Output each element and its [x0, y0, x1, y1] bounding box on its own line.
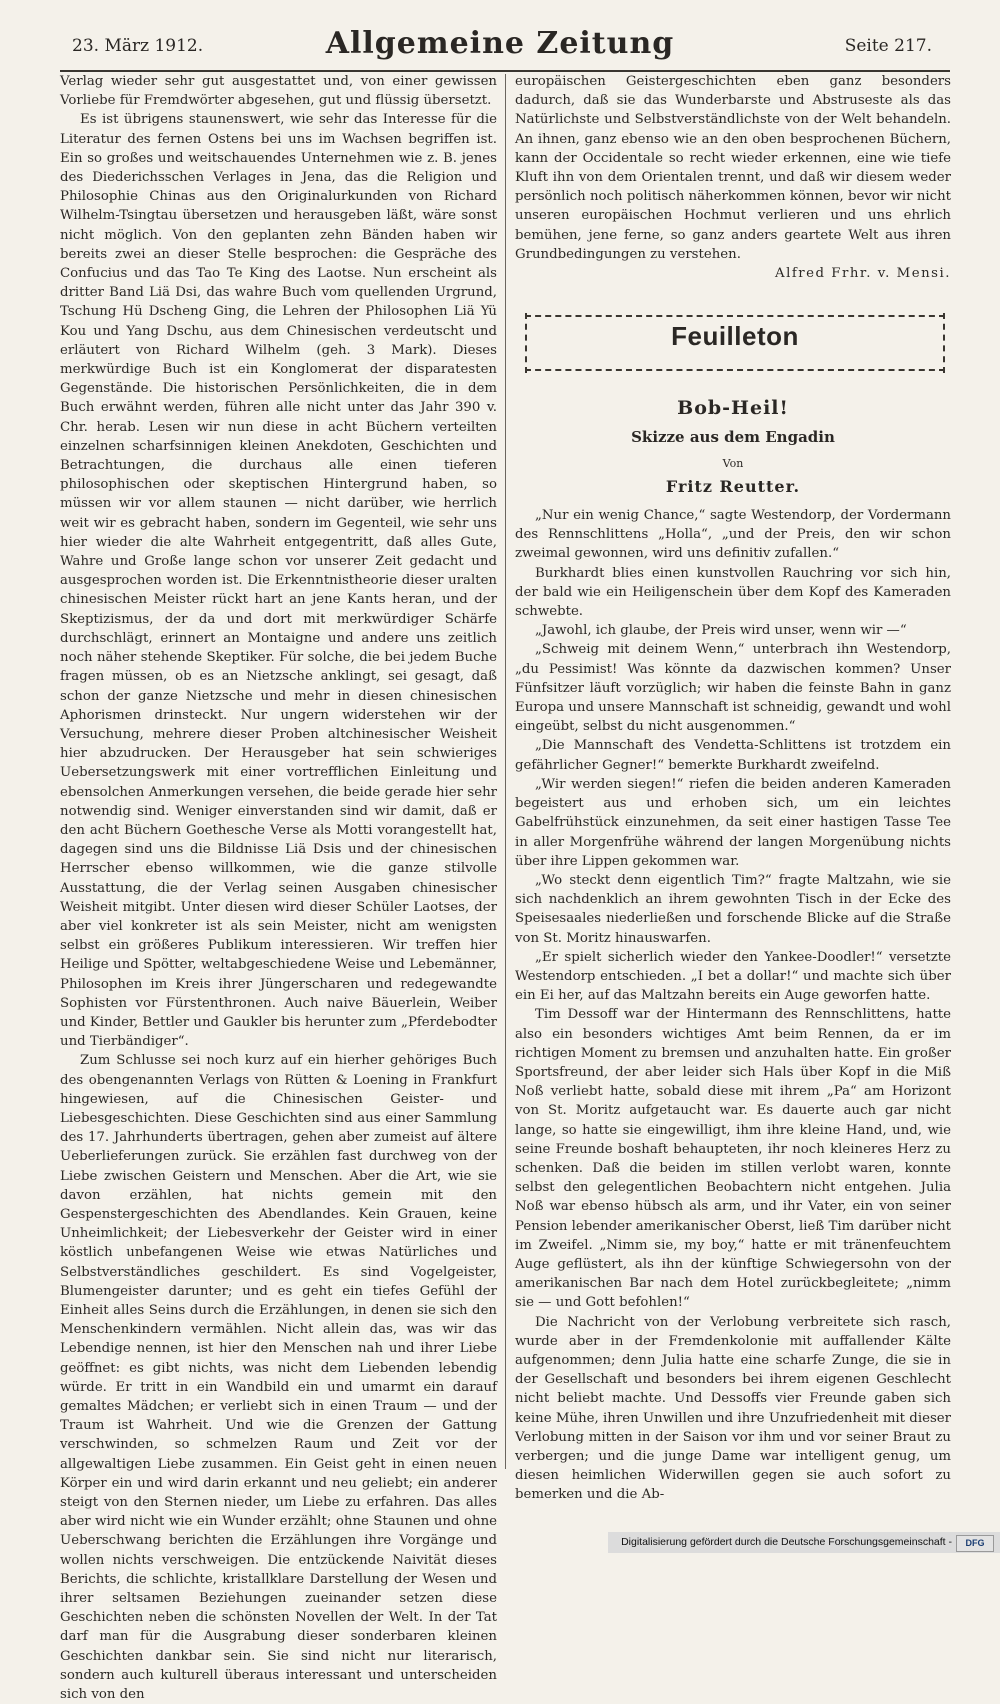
story-paragraph: Die Nachricht von der Verlobung verbreitete sich rasch, wurde aber in der Fremdenkolonie mit auffallender Kälte aufgenommen; denn Julia hatte eine scharfe Zunge, die sie in der Gesellschaft und besonders bei ihrem eigenen Geschlecht nicht beliebt machte. Und Dessoffs vier Freunde gaben sich keine Mühe, ihren Unwillen und ihre Unzufriedenheit mit dieser Verlobung mitten in der Saison vor ihm und vor seiner Braut zu verbergen; und die junge Dame war intelligent genug, um diesen heimlichen Widerwillen gegen sie auch sofort zu bemerken und die Ab- — [515, 1314, 951, 1503]
article-paragraph: Zum Schlusse sei noch kurz auf ein hierher gehöriges Buch des obengenannten Verlags von Rütten & Loening in Frankfurt hingewiesen, auf die Chinesischen Geister- und Liebesgeschichten. Diese Geschichten sind aus einer Sammlung des 17. Jahrhunderts übertragen, gehen aber zumeist auf ältere Ueberlieferungen zurück. Sie erzählen fast durchweg von der Liebe zwischen Geistern und Menschen. Aber die Art, wie sie davon erzählen, hat nichts gemein mit den Gespenstergeschichten des Abendlandes. Kein Grauen, keine Unheimlichkeit; der Liebesverkehr der Geister wird in einer köstlich unbefangenen Weise wie etwas Natürliches und Selbstverständliches geschildert. Es sind Vogelgeister, Blumengeister darunter; und es geht ein tiefes Gefühl der Einheit alles Seins durch die Erzählungen, in denen sie sich den Menschenkindern vermählen. Nicht allein das, was wir das Lebendige nennen, ist hier den Menschen nah und ihrer Liebe geöffnet: es gibt nichts, was nicht dem Liebenden lebendig würde. Er tritt in ein Wandbild ein und umarmt ein darauf gemaltes Mädchen; er verliebt sich in einen Traum — und der Traum ist Wahrheit. Und wie die Grenzen der Gattung verschwinden, so schmelzen Raum und Zeit vor der allgewaltigen Liebe zusammen. Ein Geist geht in einen neuen Körper ein und wird darin erkannt und neu geliebt; ein anderer steigt von den Sternen nieder, um Liebe zu erfahren. Das alles aber wird nicht wie ein Wunder erzählt; ohne Staunen und ohne Ueberschwang berichten die Erzählungen ihre Vorgänge und wollen nichts verschweigen. Die entzückende Naivität dieses Berichts, die schlichte, kristallklare Darstellung der Wesen und ihrer seltsamen Beziehungen zueinander setzen diese Geschichten neben die schönsten Novellen der Welt. In der Tat darf man für die Ausgrabung dieser sonderbaren kleinen Geschichten dankbar sein. Sie sind nicht nur literarisch, sondern auch kulturell überaus interessant und unterscheiden sich von den — [60, 1053, 497, 1703]
footer-text: Digitalisierung gefördert durch die Deutsche Forschungsgemeinschaft - — [621, 1536, 952, 1548]
story-paragraph: Burkhardt blies einen kunstvollen Rauchring vor sich hin, der bald wie ein Heiligenschein über dem Kopf des Kameraden schwebte. — [515, 565, 951, 620]
story-paragraph: „Die Mannschaft des Vendetta-Schlittens ist trotzdem ein gefährlicher Gegner!“ bemerkte Burkhardt zweifelnd. — [515, 738, 951, 773]
article-paragraph: europäischen Geistergeschichten eben ganz besonders dadurch, daß sie das Wunderbarste und Abstruseste als das Natürlichste und Selbstverständlichste von der Welt behandeln. An ihnen, ganz ebenso wie an den oben besprochenen Büchern, kann der Occidentale so recht wieder erkennen, eine wie tiefe Kluft ihn von dem Orientalen trennt, und daß wir diesem weder persönlich noch politisch näherkommen können, bevor wir nicht unseren europäischen Hochmut verlieren und uns ehrlich bemühen, jene ferne, so ganz anders geartete Welt aus ihren Grundbedingungen zu verstehen. — [515, 74, 951, 262]
story-paragraph: „Wir werden siegen!“ riefen die beiden anderen Kameraden begeistert aus und erhoben sich, um ein leichtes Gabelfrühstück einzunehmen, da seit einer hastigen Tasse Tee in aller Morgenfrühe während der langen Morgenübung nichts über ihre Lippen gekommen war. — [515, 776, 951, 869]
story-paragraph: Tim Dessoff war der Hintermann des Rennschlittens, hatte also ein besonders wichtiges Amt beim Rennen, da er im richtigen Moment zu bremsen und anzuhalten hatte. Ein großer Sportsfreund, der aber leider sich Hals über Kopf in die Miß Noß verliebt hatte, sobald diese mit ihrem „Pa“ am Horizont von St. Moritz aufgetaucht war. Es dauerte auch gar nicht lange, so hatte sie eingewilligt, ihm ihre kleine Hand, und, wie seine Freunde boshaft behaupteten, ihr noch kleineres Herz zu schenken. Daß die beiden im stillen verlobt waren, konnte selbst den gelegentlichen Beobachtern nicht entgehen. Julia Noß war ebenso hübsch als arm, und ihr Vater, ein von seiner Pension lebender amerikanischer Oberst, ließ Tim darüber nicht im Zweifel. „Nimm sie, my boy,“ hatte er mit tränenfeuchtem Auge geflüstert, als ihn der künftige Schwiegersohn von der amerikanischen Bar nach dem Hotel zurückbegleitete; „nimm sie — und Gott befohlen!“ — [515, 1007, 951, 1311]
right-column — [515, 72, 951, 1505]
column-divider — [505, 74, 506, 1469]
left-column — [60, 72, 497, 1704]
story-paragraph: „Jawohl, ich glaube, der Preis wird unser, wenn wir —“ — [535, 623, 907, 639]
feuilleton-heading: Feuilleton — [671, 321, 799, 352]
page-number: Seite 217. — [844, 36, 932, 56]
issue-date: 23. März 1912. — [72, 36, 204, 56]
newspaper-title: Allgemeine Zeitung — [325, 26, 675, 61]
feuilleton-box — [525, 315, 945, 371]
story-paragraph: „Er spielt sicherlich wieder den Yankee-Doodler!“ versetzte Westendorp entschieden. „I bet a dollar!“ und machte sich über ein Ei her, auf das Maltzahn bereits ein Auge geworfen hatte. — [515, 949, 951, 1004]
story-paragraph: „Nur ein wenig Chance,“ sagte Westendorp, der Vordermann des Rennschlittens „Holla“, „und der Preis, den wir schon zweimal gewonnen, wird uns definitiv zufallen.“ — [515, 508, 951, 562]
story-paragraph: „Schweig mit deinem Wenn,“ unterbrach ihn Westendorp, „du Pessimist! Was könnte da dazwischen kommen? Unser Fünfsitzer läuft vorzüglich; wir haben die feinste Bahn in ganz Europa und unsere Mannschaft ist schneidig, gewandt und wohl eingeübt, selbst du nicht ausgenommen.“ — [515, 642, 951, 735]
story-author: Fritz Reutter. — [665, 476, 801, 496]
story-by: Von — [722, 456, 744, 470]
story-title: Bob-Heil! — [677, 397, 789, 420]
article-paragraph: Verlag wieder sehr gut ausgestattet und, von einer gewissen Vorliebe für Fremdwörter abgesehen, gut und flüssig übersetzt. — [60, 74, 497, 109]
story-subtitle: Skizze aus dem Engadin — [631, 428, 835, 447]
article-paragraph: Es ist übrigens staunenswert, wie sehr das Interesse für die Literatur des fernen Ostens bei uns im Wachsen begriffen ist. Ein so großes und weitschauendes Unternehmen wie z. B. jenes des Diederichsschen Verlages in Jena, das die Religion und Philosophie Chinas aus den Originalurkunden von Richard Wilhelm-Tsingtau übersetzen und herausgeben läßt, wäre sonst nicht möglich. Von den geplanten zehn Bänden haben wir bereits zwei an dieser Stelle besprochen: die Gespräche des Confucius und das Tao Te King des Laotse. Nun erscheint als dritter Band Liä Dsi, das wahre Buch vom quellenden Urgrund, Tschung Hü Dscheng Ging, die Lehren der Philosophen Liä Yü Kou und Yang Dschu, aus dem Chinesischen verdeutscht und erläutert von Richard Wilhelm (geh. 3 Mark). Dieses merkwürdige Buch ist ein Konglomerat der disparatesten Gegenstände. Die historischen Persönlichkeiten, die in dem Buch erwähnt werden, führen alle nicht unter das Jahr 390 v. Chr. herab. Lesen wir nun diese in acht Büchern verteilten einzelnen scharfsinnigen kleinen Anekdoten, Geschichten und Betrachtungen, die durchaus alle einen tieferen philosophischen oder skeptischen Hintergrund haben, so müssen wir vor allem staunen — nicht darüber, wie herrlich weit wir es gebracht haben, sondern im Gegenteil, wie sehr uns hier wieder die alte Wahrheit entgegentritt, daß alles Gute, Wahre und Große lange schon vor unserer Zeit gedacht und ausgesprochen worden ist. Die Erkenntnistheorie dieser uralten chinesischen Meister rückt hart an jene Kants heran, und der Skeptizismus, der da und dort mit merkwürdiger Schärfe durchschlägt, erinnert an Montaigne und andere uns zeitlich noch näher stehende Skeptiker. Für solche, die bei jedem Buche fragen müssen, ob es an Nietzsche anklingt, sei gesagt, daß schon der ganze Nietzsche und mehr in diesen chinesischen Aphorismen drinsteckt. Nur ungern widerstehen wir der Versuchung, mehrere dieser Proben altchinesischer Weisheit hier abzudrucken. Der Herausgeber hat sein schwieriges Uebersetzungswerk mit einer vortrefflichen Einleitung und ebensolchen Anmerkungen versehen, die beide gerade hier sehr notwendig sind. Weniger einverstanden sind wir damit, daß er den acht Büchern Goethesche Verse als Motti vorangestellt hat, dagegen sind uns die Bildnisse Liä Dsis und der chinesischen Herrscher ebenso willkommen, wie die ganze stilvolle Ausstattung, die der Verlag seinen Ausgaben chinesischer Weisheit mitgibt. Unter diesen wird dieser Schüler Laotses, der aber viel konkreter ist als sein Meister, nicht am wenigsten selbst ein größeres Publikum interessieren. Wir treffen hier Heilige und Spötter, weltabgeschiedene Weise und Lebemänner, Philosophen im Kreis ihrer Jüngerscharen und redegewandte Sophisten vor Fürstenthronen. Auch naive Bäuerlein, Weiber und Kinder, Bettler und Gaukler bis herunter zum „Pferdebodter und Tierbändiger“. — [60, 112, 498, 1050]
author-signature: Alfred Frhr. v. Mensi. — [775, 266, 951, 282]
digitization-footer — [608, 1532, 1000, 1553]
dfg-logo-icon: DFG — [956, 1535, 994, 1552]
story-paragraph: „Wo steckt denn eigentlich Tim?“ fragte Maltzahn, wie sie sich nachdenklich an ihrem gewohnten Tisch in der Ecke des Speisesaales niederließen und forschende Blicke auf die Straße von St. Moritz hinauswarfen. — [515, 872, 951, 946]
